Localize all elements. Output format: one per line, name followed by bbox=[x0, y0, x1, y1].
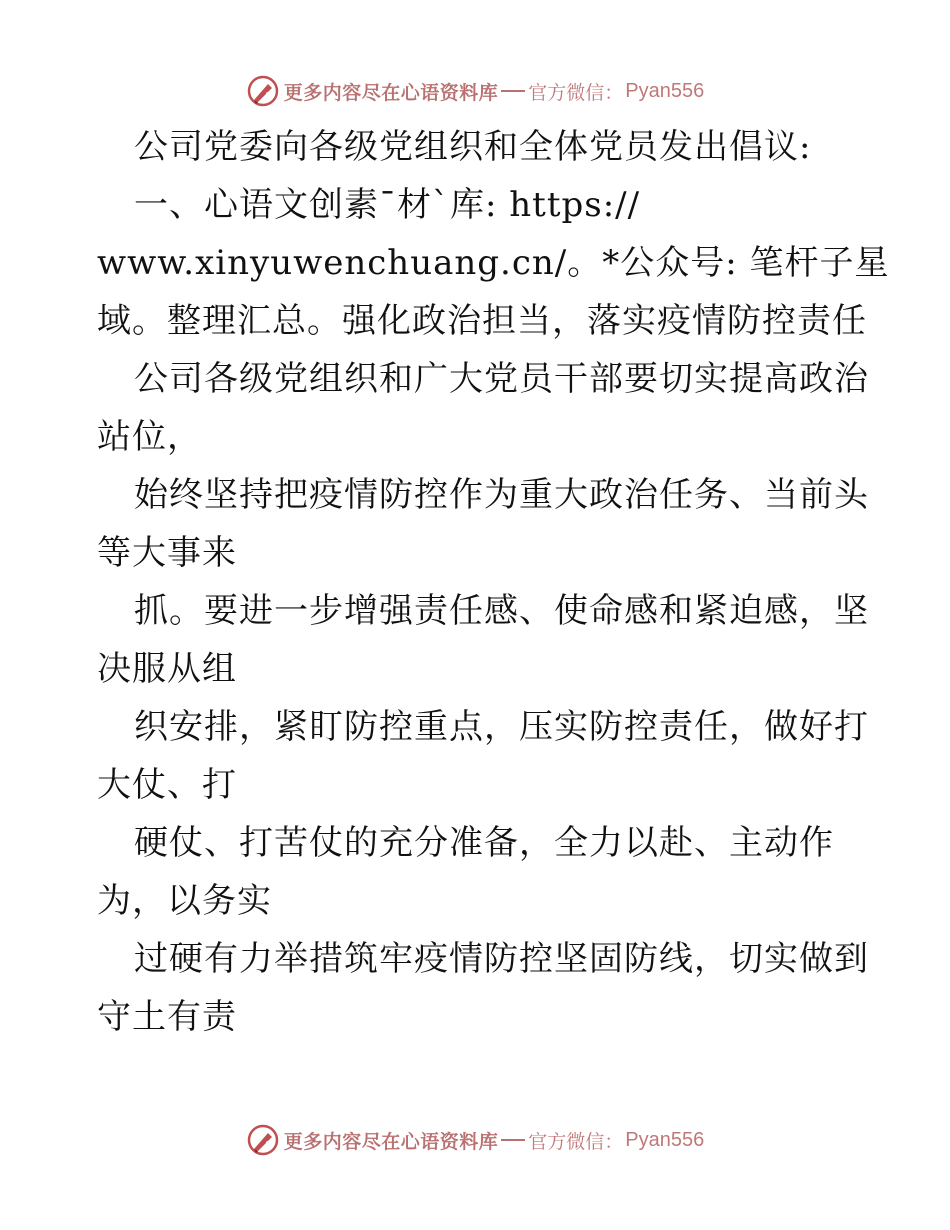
watermark-wechat-label: 官方微信： bbox=[528, 81, 624, 104]
body-line: 公司党委向各级党组织和全体党员发出倡议: bbox=[134, 127, 812, 167]
body-line: 大仗、打 bbox=[97, 765, 237, 805]
body-line: 守土有责 bbox=[97, 997, 237, 1037]
body-line: 等大事来 bbox=[97, 533, 237, 573]
body-line: 决服从组 bbox=[97, 649, 237, 689]
body-line: 始终坚持把疫情防控作为重大政治任务、当前头 bbox=[134, 475, 869, 515]
body-line-text: 一、心语文创素¯材ˋ库: https:// bbox=[134, 185, 641, 225]
watermark-wechat-label: 官方微信： bbox=[528, 1130, 624, 1153]
watermark-dash bbox=[501, 90, 525, 92]
pen-logo-icon bbox=[246, 1123, 280, 1157]
body-line: 硬仗、打苦仗的充分准备，全力以赴、主动作 bbox=[134, 823, 834, 863]
body-line: www.xinyuwenchuang.cn/。*公众号: 笔杆子星 bbox=[97, 243, 890, 283]
watermark-text: 更多内容尽在心语资料库 bbox=[283, 1130, 499, 1153]
watermark-wechat-id: Pyan556 bbox=[625, 79, 705, 102]
body-line: 抓。要进一步增强责任感、使命感和紧迫感，坚 bbox=[134, 591, 869, 631]
document-body bbox=[97, 118, 890, 1046]
watermark-text: 更多内容尽在心语资料库 bbox=[283, 81, 499, 104]
body-line bbox=[97, 176, 857, 234]
body-line: 站位， bbox=[97, 417, 202, 457]
body-line: 公司各级党组织和广大党员干部要切实提高政治 bbox=[134, 359, 869, 399]
body-line: 为，以务实 bbox=[97, 881, 272, 921]
body-line: 域。整理汇总。强化政治担当，落实疫情防控责任 bbox=[97, 301, 867, 341]
pen-logo-icon bbox=[246, 74, 280, 108]
header-watermark bbox=[0, 71, 950, 111]
body-line: 过硬有力举措筑牢疫情防控坚固防线，切实做到 bbox=[134, 939, 869, 979]
footer-watermark bbox=[0, 1120, 950, 1160]
body-line: 织安排，紧盯防控重点，压实防控责任，做好打 bbox=[134, 707, 869, 747]
watermark-wechat-id: Pyan556 bbox=[625, 1128, 705, 1151]
watermark-dash bbox=[501, 1139, 525, 1141]
